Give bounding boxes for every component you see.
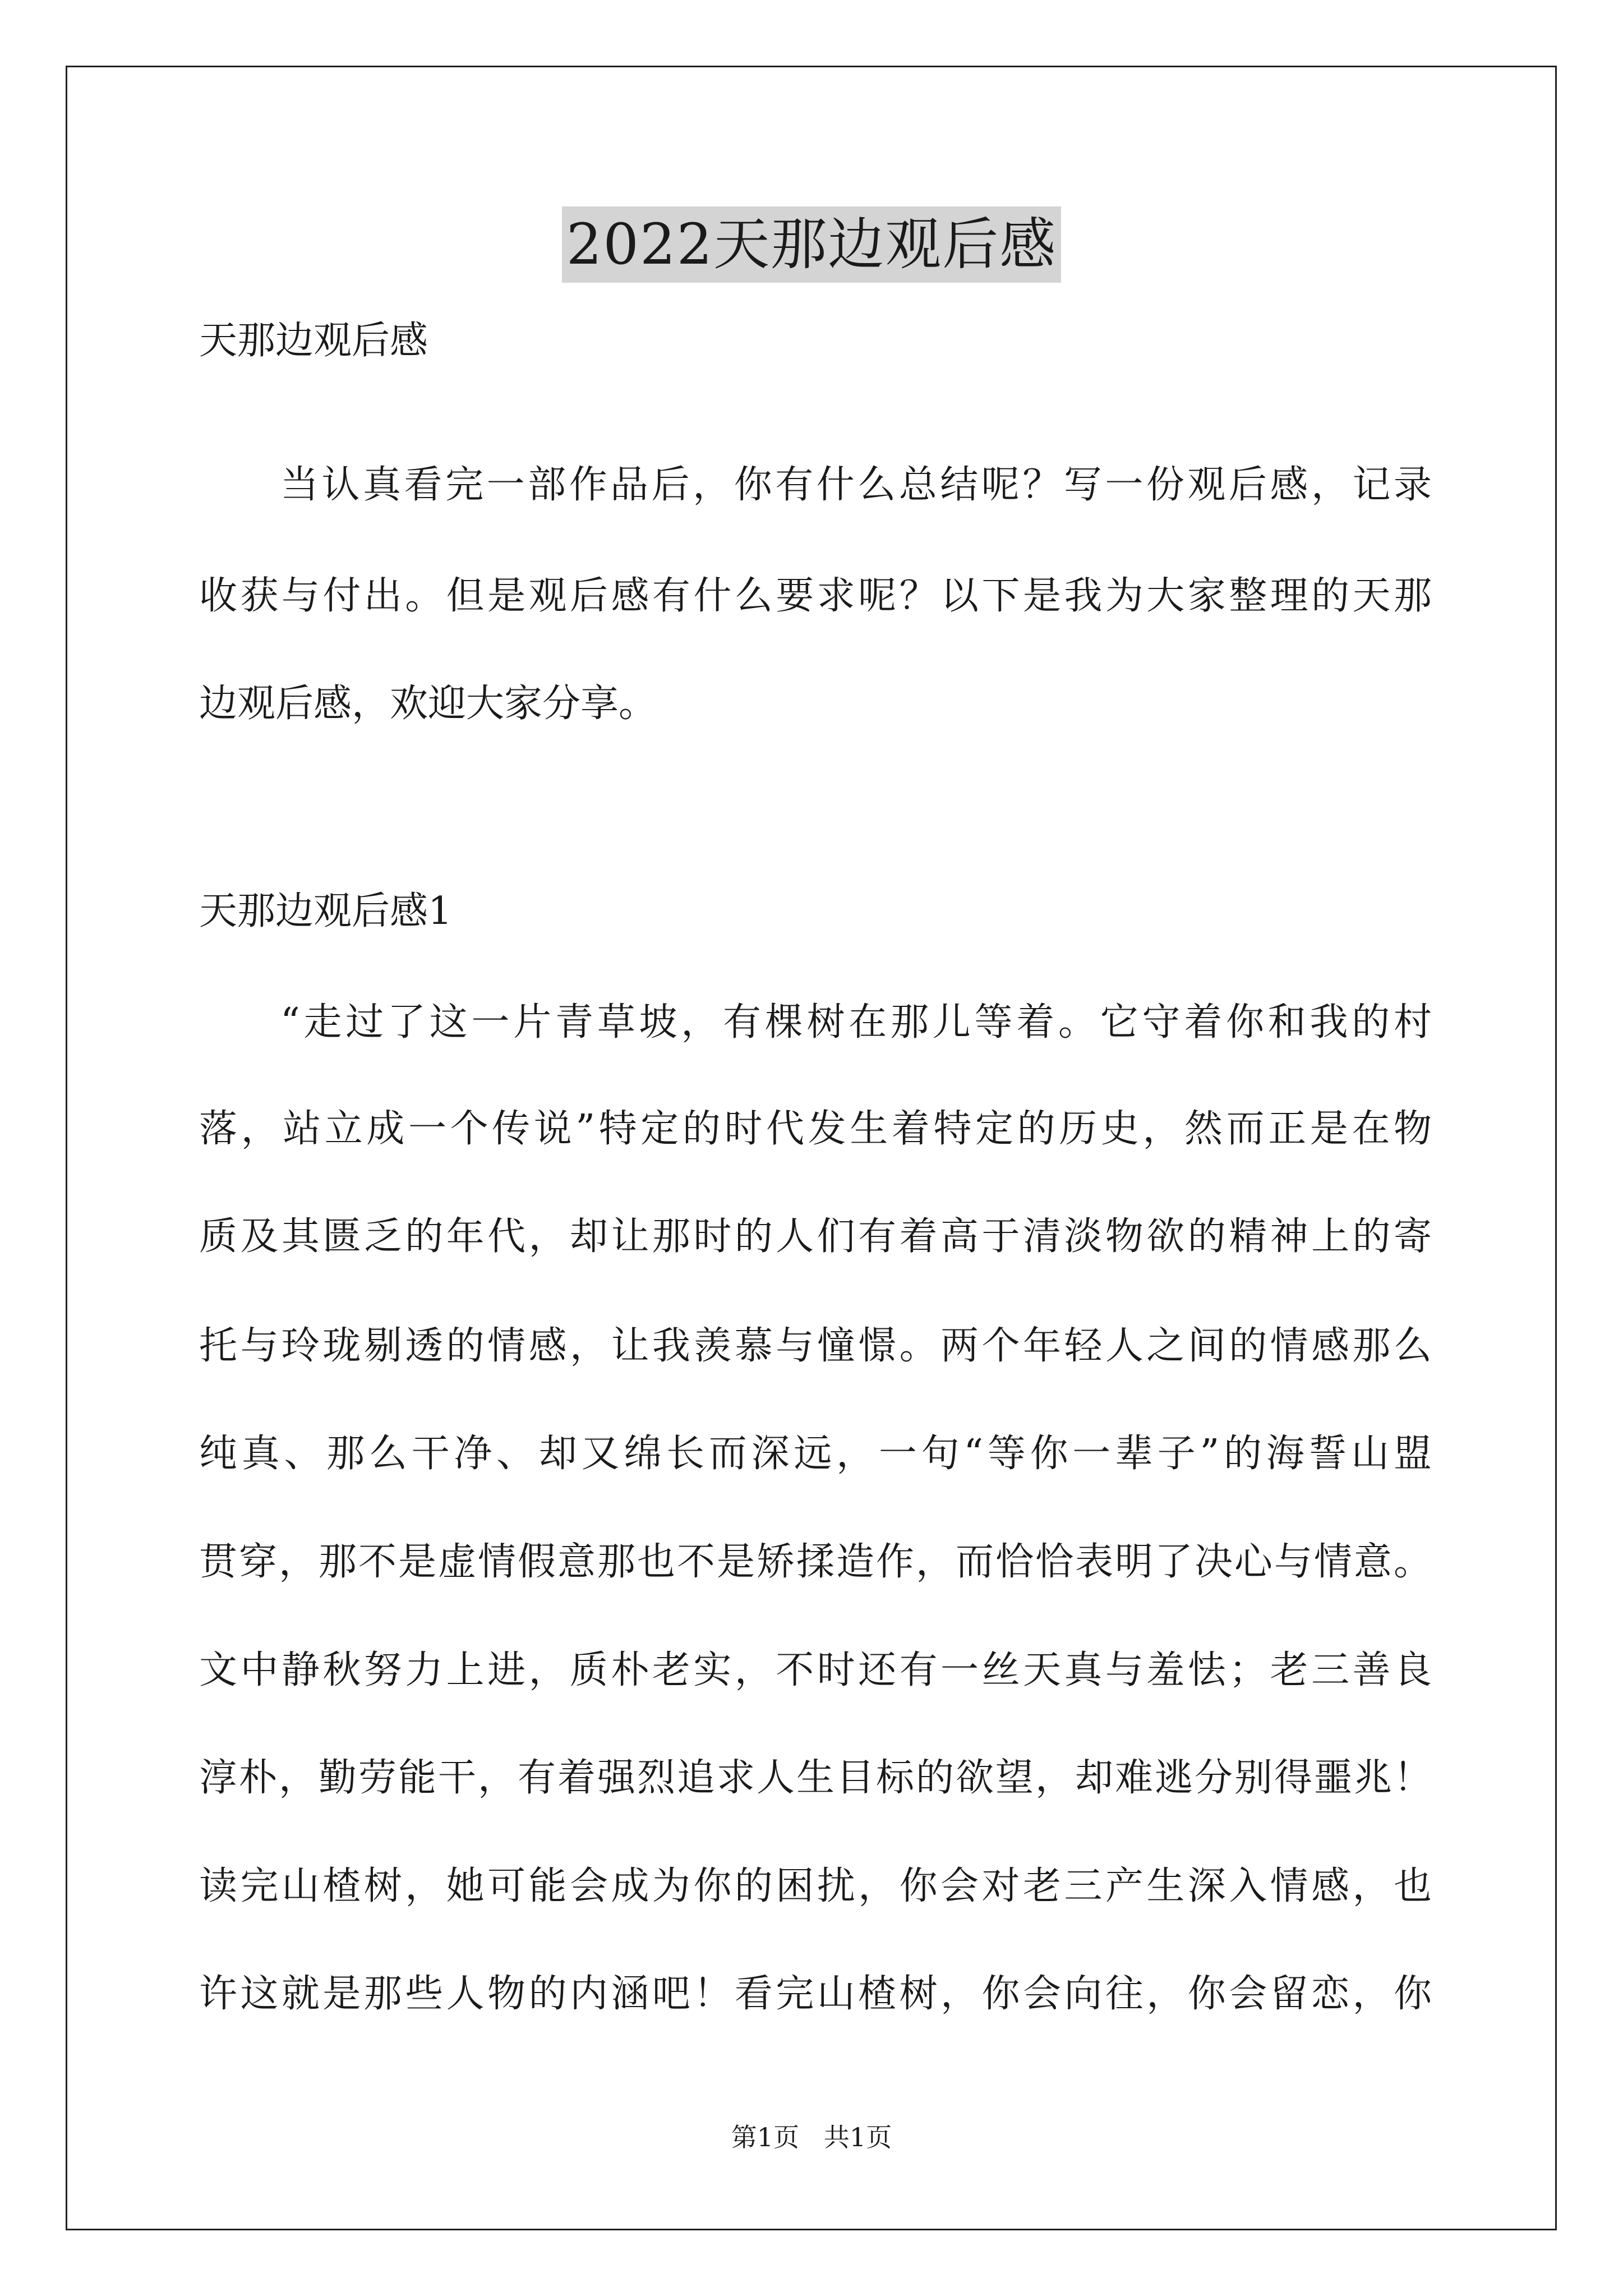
section1-line-7: 文中静秋努力上进，质朴老实，不时还有一丝天真与羞怯；老三善良 (199, 1648, 1432, 1692)
section1-line-2: 落，站立成一个传说”特定的时代发生着特定的历史，然而正是在物 (199, 1107, 1432, 1151)
section1-line-6: 贯穿，那不是虚情假意那也不是矫揉造作，而恰恰表明了决心与情意。 (199, 1540, 1432, 1584)
section1-line-3: 质及其匮乏的年代，却让那时的人们有着高于清淡物欲的精神上的寄 (199, 1214, 1432, 1259)
page-indicator: 第1页 共1页 (731, 2122, 892, 2152)
section1-line-8: 淳朴，勤劳能干，有着强烈追求人生目标的欲望，却难逃分别得噩兆！ (199, 1756, 1432, 1800)
document-title: 2022天那边观后感 (562, 206, 1062, 283)
section1-line-5: 纯真、那么干净、却又绵长而深远，一句“等你一辈子”的海誓山盟 (199, 1432, 1432, 1476)
heading-section1: 天那边观后感1 (199, 889, 453, 933)
intro-line-2: 收获与付出。但是观后感有什么要求呢？以下是我为大家整理的天那 (199, 574, 1432, 618)
intro-line-1: 当认真看完一部作品后，你有什么总结呢？写一份观后感，记录 (280, 463, 1432, 507)
section1-line-4: 托与玲珑剔透的情感，让我羡慕与憧憬。两个年轻人之间的情感那么 (199, 1324, 1432, 1368)
title-container (0, 206, 1623, 283)
section1-line-10: 许这就是那些人物的内涵吧！看完山楂树，你会向往，你会留恋，你 (199, 1972, 1432, 2016)
section1-line-9: 读完山楂树，她可能会成为你的困扰，你会对老三产生深入情感，也 (199, 1864, 1432, 1908)
heading-intro: 天那边观后感 (199, 319, 428, 363)
section1-line-1: “走过了这一片青草坡，有棵树在那儿等着。它守着你和我的村 (280, 1000, 1432, 1045)
intro-line-3: 边观后感，欢迎大家分享。 (199, 682, 657, 726)
